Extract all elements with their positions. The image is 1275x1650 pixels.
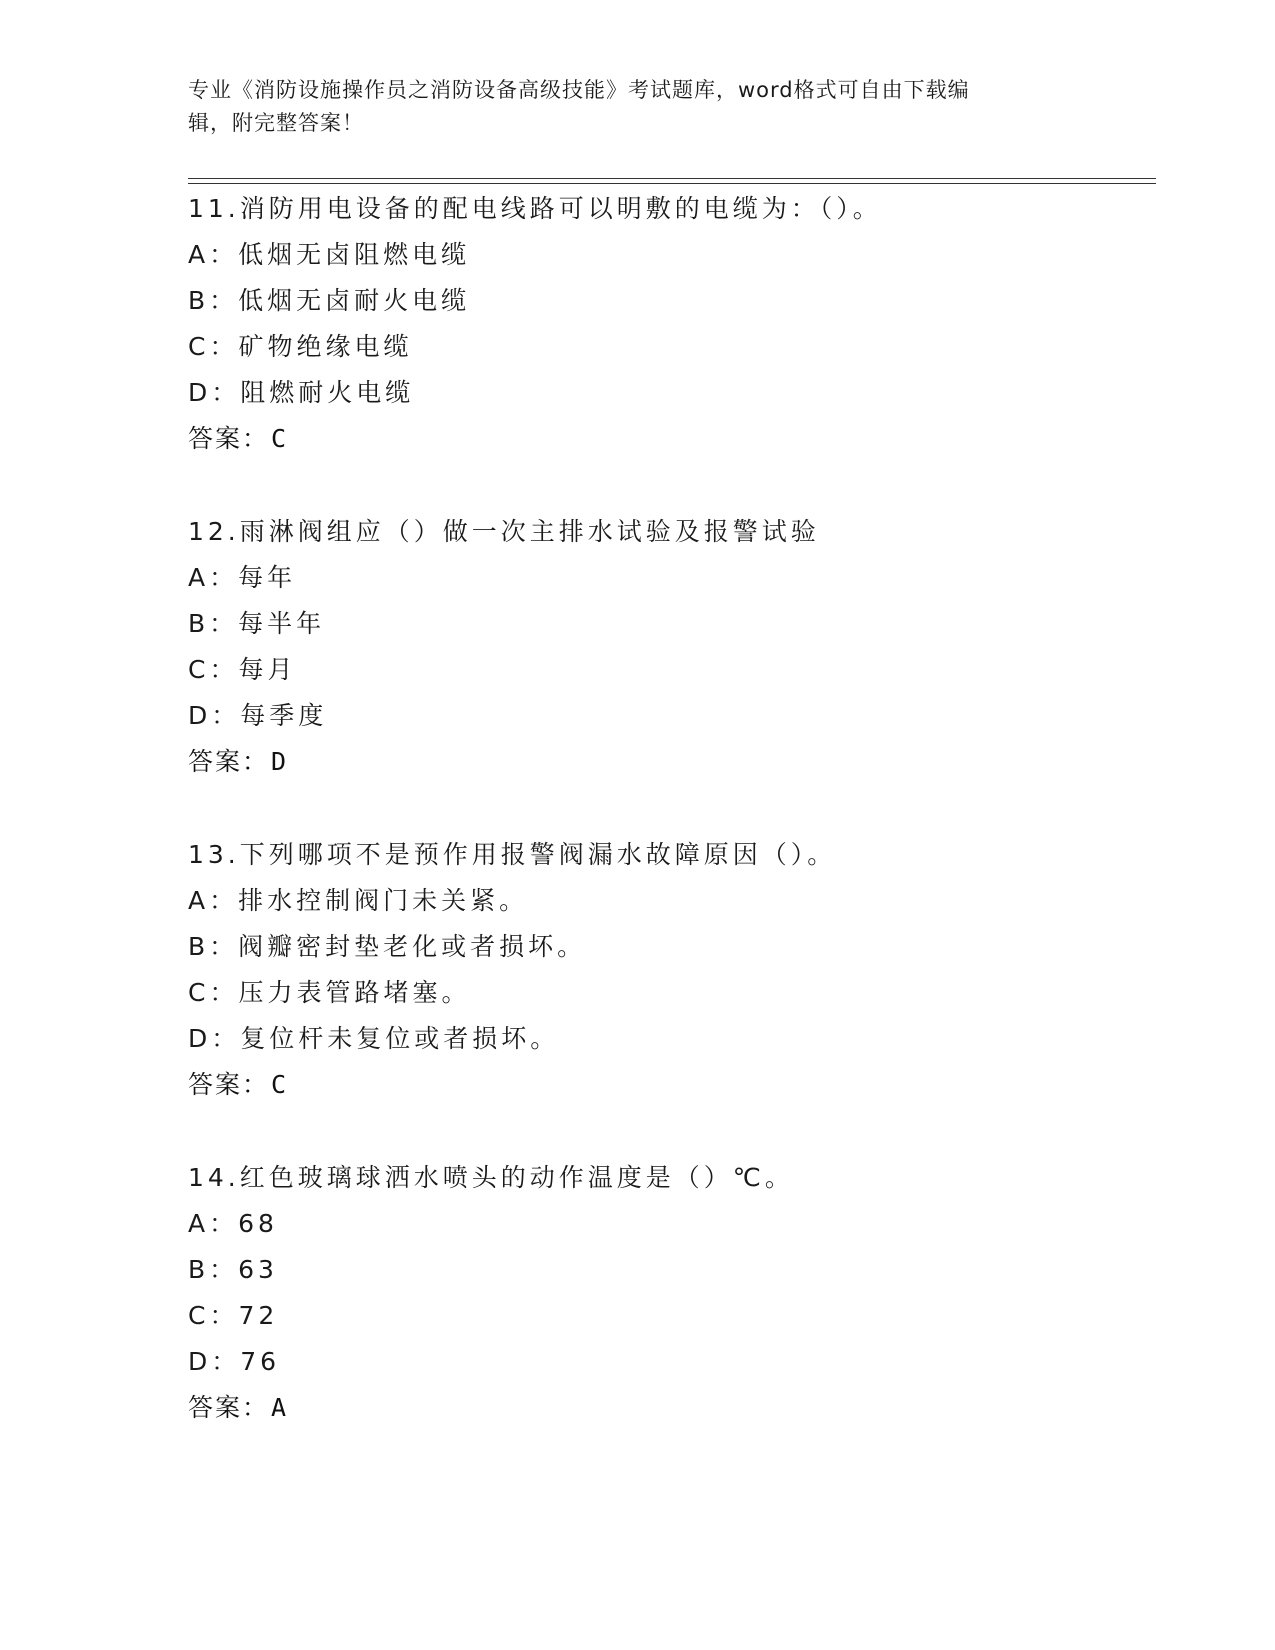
option-d: D：76 xyxy=(188,1347,281,1376)
answer-value: D xyxy=(271,747,289,776)
answer-value: C xyxy=(271,1070,289,1099)
question-stem: 11.消防用电设备的配电线路可以明敷的电缆为：（）。 xyxy=(188,194,882,223)
option-c: C：矿物绝缘电缆 xyxy=(188,332,413,361)
option-a: A：低烟无卤阻燃电缆 xyxy=(188,240,471,269)
option-c: C：每月 xyxy=(188,655,297,684)
question-13 xyxy=(188,832,1168,1108)
option-a: A：68 xyxy=(188,1209,278,1238)
option-b: B：阀瓣密封垫老化或者损坏。 xyxy=(188,932,587,961)
option-a: A：每年 xyxy=(188,563,297,592)
option-d: D：复位杆未复位或者损坏。 xyxy=(188,1024,560,1053)
option-c: C：压力表管路堵塞。 xyxy=(188,978,471,1007)
option-b: B：63 xyxy=(188,1255,278,1284)
answer-label: 答案： xyxy=(188,747,270,776)
answer-line xyxy=(188,739,1168,785)
question-stem: 13.下列哪项不是预作用报警阀漏水故障原因（）。 xyxy=(188,840,837,869)
option-d: D：阻燃耐火电缆 xyxy=(188,378,415,407)
option-d: D：每季度 xyxy=(188,701,328,730)
answer-line xyxy=(188,1385,1168,1431)
answer-value: A xyxy=(271,1393,289,1422)
header-line-1: 专业《消防设施操作员之消防设备高级技能》考试题库，word格式可自由下载编 xyxy=(188,78,970,102)
option-b: B：低烟无卤耐火电缆 xyxy=(188,286,471,315)
question-14 xyxy=(188,1155,1168,1431)
answer-label: 答案： xyxy=(188,1393,270,1422)
header-line-2: 辑，附完整答案！ xyxy=(188,111,364,135)
answer-value: C xyxy=(271,424,289,453)
question-12 xyxy=(188,509,1168,785)
answer-label: 答案： xyxy=(188,1070,270,1099)
header-divider-bottom xyxy=(188,183,1156,184)
option-b: B：每半年 xyxy=(188,609,326,638)
header-divider-top xyxy=(188,178,1156,179)
answer-line xyxy=(188,416,1168,462)
question-11 xyxy=(188,186,1168,462)
option-c: C：72 xyxy=(188,1301,279,1330)
option-a: A：排水控制阀门未关紧。 xyxy=(188,886,529,915)
answer-label: 答案： xyxy=(188,424,270,453)
answer-line xyxy=(188,1062,1168,1108)
question-stem: 14.红色玻璃球洒水喷头的动作温度是（）℃。 xyxy=(188,1163,794,1192)
question-stem: 12.雨淋阀组应（）做一次主排水试验及报警试验 xyxy=(188,517,820,546)
document-header xyxy=(188,74,1068,140)
